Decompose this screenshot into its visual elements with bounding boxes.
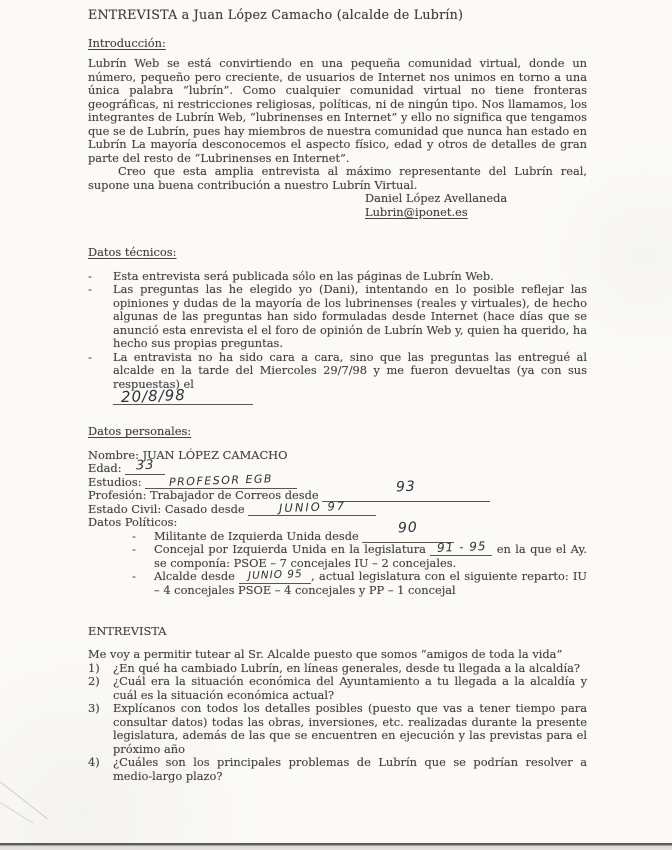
bullet-dash: - [88, 282, 92, 296]
signature-block [365, 192, 587, 219]
item-text: Concejal por Izquierda Unida en la legislatura [154, 542, 426, 556]
handwritten-value: PROFESOR EGB [168, 471, 274, 489]
signature-email: Lubrin@iponet.es [365, 204, 468, 219]
document-content [88, 8, 587, 783]
entrevista-intro: Me voy a permitir tutear al Sr. Alcalde puesto que somos “amigos de toda la vida” [88, 647, 563, 661]
list-item [88, 570, 587, 598]
question-item [88, 662, 587, 676]
datos-tecnicos-list [88, 270, 587, 413]
handwritten-value: 93 [396, 478, 417, 496]
section-heading-entrevista: ENTREVISTA [88, 623, 167, 638]
field-label: Profesión: Trabajador de Correos desde [88, 488, 319, 502]
bullet-dash: - [88, 349, 92, 364]
question-number: 3) [88, 701, 100, 715]
fill-in-blank [125, 457, 165, 475]
question-item [88, 702, 587, 756]
question-item [88, 756, 587, 783]
section-heading-datos-tecnicos: Datos técnicos: [88, 245, 177, 259]
question-text: ¿En qué ha cambiado Lubrín, en líneas generales, desde tu llegada a la alcaldía? [113, 660, 580, 675]
question-list [88, 662, 587, 784]
politicos-item [154, 519, 587, 544]
page-title: ENTREVISTA a Juan López Camacho (alcalde de Lubrín) [88, 7, 464, 22]
field-label: Estudios: [88, 474, 142, 489]
bullet-dash: - [132, 542, 136, 556]
intro-paragraph-2: Creo que esta amplia entrevista al máximo representante del Lubrín real, supone una buena contribución a nuestro Lubrín Virtual. [88, 164, 587, 192]
item-text: Militante de Izquierda Unida desde [154, 528, 359, 543]
handwritten-date-line [113, 385, 587, 412]
question-item [88, 675, 587, 702]
bullet-text: La entravista no ha sido cara a cara, sino que las preguntas las entregué al alcalde en la tarde del Miercoles 29/7/98 y me fueron devueltas (ya con sus respuestas) el [113, 349, 587, 391]
fill-in-blank [145, 471, 297, 489]
field-label: Datos Políticos: [88, 515, 178, 529]
list-item [88, 351, 587, 392]
handwritten-value: 91 - 95 [436, 539, 487, 555]
signature-name: Daniel López Avellaneda [365, 191, 508, 205]
item-text: en la que el Ay. se componía: PSOE – 7 concejales IU – 2 concejales. [154, 542, 587, 570]
bullet-dash: - [132, 528, 136, 543]
section-heading-introduccion: Introducción: [88, 35, 166, 50]
handwritten-value: 90 [398, 519, 419, 536]
field-estudios [88, 471, 587, 490]
question-text: Explícanos con todos los detalles posibles (puesto que vas a tener tiempo para consultar datos) todas las obras, inversiones, etc. realizadas durante la presente legislatura, además de las que se encuentren en ejecución y las previstas para el próximo año [113, 701, 587, 756]
politicos-item [154, 570, 587, 598]
bullet-dash: - [88, 268, 92, 283]
field-label: Nombre: [88, 447, 139, 462]
politicos-item [154, 539, 587, 570]
fill-in-blank [113, 385, 253, 407]
handwritten-value: 33 [135, 457, 155, 474]
field-nombre [88, 449, 587, 463]
field-edad [88, 457, 587, 476]
fill-in-blank [248, 498, 376, 516]
question-text: ¿Cuáles son los principales problemas de Lubrín que se podrían resolver a medio-largo plazo? [113, 755, 587, 783]
scan-crease-artifact [0, 782, 48, 820]
question-number: 4) [88, 755, 100, 769]
handwritten-value: JUNIO 95 [247, 568, 303, 582]
list-item [88, 283, 587, 351]
scan-edge-artifact [0, 843, 672, 850]
handwritten-value: JUNIO 97 [278, 498, 347, 515]
question-number: 2) [88, 674, 100, 688]
list-item [88, 539, 587, 570]
field-estado-civil [88, 498, 587, 517]
personal-data-fields [88, 449, 587, 598]
field-value: JUAN LÓPEZ CAMACHO [142, 447, 288, 462]
question-number: 1) [88, 660, 100, 675]
question-text: ¿Cuál era la situación económica del Ayuntamiento a tu llegada a la alcaldía y cuál es la situación económica actual? [113, 674, 587, 702]
bullet-text: Esta entrevista será publicada sólo en las páginas de Lubrín Web. [113, 268, 494, 283]
list-item [88, 270, 587, 284]
field-datos-politicos [88, 516, 587, 530]
field-label: Edad: [88, 461, 122, 475]
section-heading-datos-personales: Datos personales: [88, 424, 192, 438]
bullet-dash: - [132, 569, 136, 583]
field-label: Estado Civil: Casado desde [88, 501, 245, 516]
intro-paragraph-1: Lubrín Web se está convirtiendo en una pequeña comunidad virtual, donde un número, pequeño pero creciente, de usuarios de Internet nos unimos en torno a una única palabra “lubrín”. Como cualquier comunidad virtual no tiene fronteras geográficas, ni restricciones religiosas, políticas, ni de ningún tipo. Nos llamamos, los integrantes de Lubrín Web, “lubrinenses en Internet” y ello no significa que tengamos que se de Lubrín, pues hay miembros de nuestra comunidad que nunca han estado en Lubrín La mayoría desconocemos el aspecto físico, edad y otros de detalles de gran parte del resto de “Lubrinenses en Internet”. [88, 56, 587, 165]
fill-in-blank [430, 539, 492, 556]
handwritten-date: 20/8/98 [120, 385, 187, 407]
fill-in-blank [322, 478, 490, 502]
bullet-text: Las preguntas las he elegido yo (Dani), intentando en lo posible reflejar las opiniones y dudas de la mayoría de los lubrinenses (reales y virtuales), de hecho algunas de las preguntas han sido formuladas desde Internet (hace días que se anunció esta enrevista el el foro de opinión de Lubrín Web y, quien ha querido, ha hecho sus propias preguntas. [113, 282, 587, 350]
item-text: , actual legislatura con el siguiente reparto: IU – 4 concejales PSOE – 4 concejales y PP – 1 concejal [154, 569, 588, 597]
item-text: Alcalde desde [154, 569, 235, 583]
